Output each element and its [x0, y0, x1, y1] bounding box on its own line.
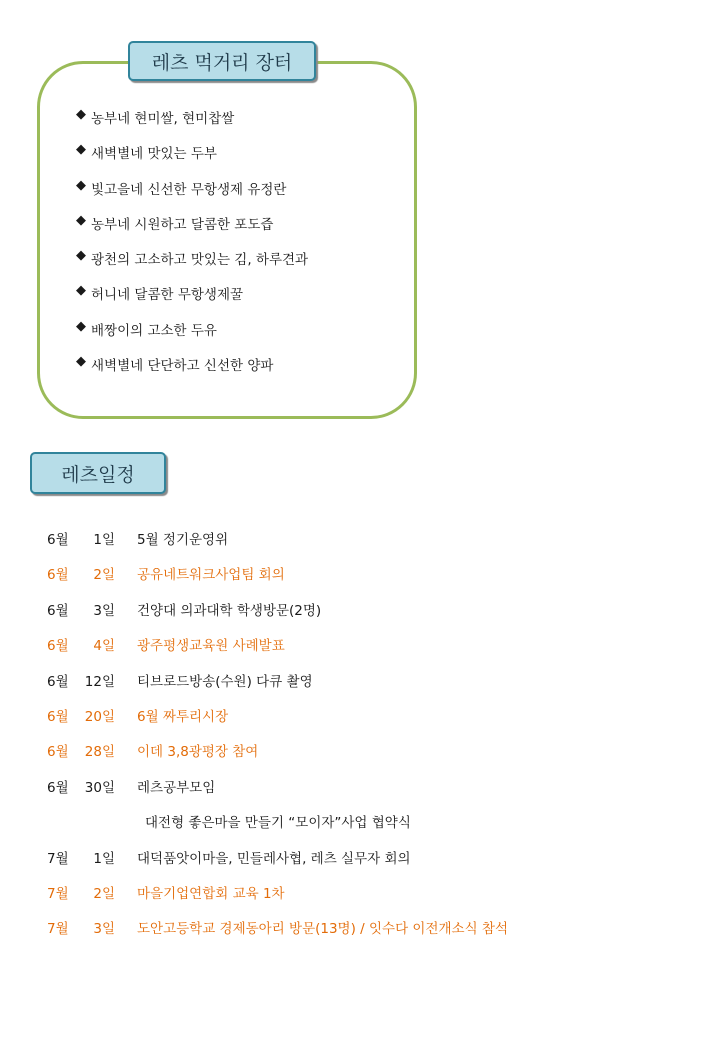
market-item-text: 배짱이의 고소한 두유: [91, 322, 217, 339]
schedule-event: 도안고등학교 경제동아리 방문(13명) / 잇수다 이전개소식 참석: [137, 921, 508, 938]
schedule-row: [0, 740, 720, 775]
diamond-bullet-icon: ◆: [76, 354, 86, 370]
schedule-day: 1일: [93, 532, 115, 548]
schedule-month: 6월: [47, 602, 69, 619]
market-item-text: 새벽별네 단단하고 신선한 양파: [91, 358, 274, 375]
schedule-row: [0, 670, 720, 705]
schedule-month: 6월: [47, 673, 69, 690]
schedule-month: 6월: [47, 744, 69, 761]
schedule-day: 4일: [93, 638, 115, 655]
schedule-month: 6월: [47, 532, 69, 548]
schedule-day: 20일: [84, 708, 115, 725]
schedule-month: 7월: [47, 885, 69, 902]
list-item: [76, 213, 308, 248]
schedule-event: 공유네트워크사업팀 회의: [137, 567, 285, 584]
schedule-day: 3일: [93, 921, 115, 938]
market-item-text: 허니네 달콤한 무항생제꿀: [91, 287, 244, 304]
list-item: [76, 142, 308, 177]
diamond-bullet-icon: ◆: [76, 142, 86, 158]
list-item: [76, 178, 308, 213]
schedule-row: [0, 811, 720, 846]
schedule-event: 티브로드방송(수원) 다큐 촬영: [137, 673, 313, 690]
list-item: [76, 319, 308, 354]
schedule-event: 이데 3,8광평장 참여: [137, 744, 259, 761]
schedule-row: [0, 776, 720, 811]
schedule-month: 6월: [47, 708, 69, 725]
schedule-day: 2일: [93, 567, 115, 584]
schedule-month: 6월: [47, 779, 69, 796]
schedule-day: 1일: [93, 850, 115, 867]
schedule-day: 30일: [84, 779, 115, 796]
schedule-row: [0, 705, 720, 740]
market-item-text: 새벽별네 맛있는 두부: [91, 146, 217, 163]
schedule-event: 건양대 의과대학 학생방문(2명): [137, 602, 322, 619]
schedule-day: 2일: [93, 885, 115, 902]
diamond-bullet-icon: ◆: [76, 212, 86, 228]
schedule-title: 레츠일정: [30, 452, 166, 494]
schedule-event: 6월 짜투리시장: [137, 708, 229, 725]
schedule-row: [0, 882, 720, 917]
market-item-text: 농부네 시원하고 달콤한 포도즙: [91, 216, 274, 233]
schedule-event: 레츠공부모임: [137, 779, 216, 796]
diamond-bullet-icon: ◆: [76, 248, 86, 264]
market-item-text: 빛고을네 신선한 무항생제 유정란: [91, 181, 287, 198]
schedule-list: [0, 528, 720, 953]
schedule-event: 5월 정기운영위: [137, 532, 229, 548]
schedule-row: [0, 528, 720, 563]
schedule-day: 3일: [93, 602, 115, 619]
schedule-month: 6월: [47, 638, 69, 655]
schedule-row: [0, 563, 720, 598]
list-item: [76, 283, 308, 318]
schedule-month: 6월: [47, 567, 69, 584]
schedule-month: 7월: [47, 850, 69, 867]
list-item: [76, 354, 308, 389]
schedule-row: [0, 847, 720, 882]
market-item-text: 농부네 현미쌀, 현미찹쌀: [91, 111, 235, 127]
schedule-month: 7월: [47, 921, 69, 938]
schedule-event: 마을기업연합회 교육 1차: [137, 885, 285, 902]
schedule-row: [0, 634, 720, 669]
schedule-row: [0, 917, 720, 952]
diamond-bullet-icon: ◆: [76, 177, 86, 193]
market-item-text: 광천의 고소하고 맛있는 김, 하루견과: [91, 252, 309, 269]
diamond-bullet-icon: ◆: [76, 318, 86, 334]
schedule-event: 대덕품앗이마을, 민들레사협, 레츠 실무자 회의: [137, 850, 411, 867]
schedule-row: [0, 599, 720, 634]
diamond-bullet-icon: ◆: [76, 107, 86, 122]
list-item: [76, 107, 308, 142]
schedule-day: 28일: [84, 744, 115, 761]
market-title: 레츠 먹거리 장터: [128, 41, 316, 81]
schedule-day: 12일: [84, 673, 115, 690]
schedule-event: 광주평생교육원 사례발표: [137, 638, 285, 655]
market-list: [76, 107, 308, 389]
diamond-bullet-icon: ◆: [76, 283, 86, 299]
schedule-event-continuation: 대전형 좋은마을 만들기 “모이자”사업 협약식: [145, 815, 411, 832]
list-item: [76, 248, 308, 283]
